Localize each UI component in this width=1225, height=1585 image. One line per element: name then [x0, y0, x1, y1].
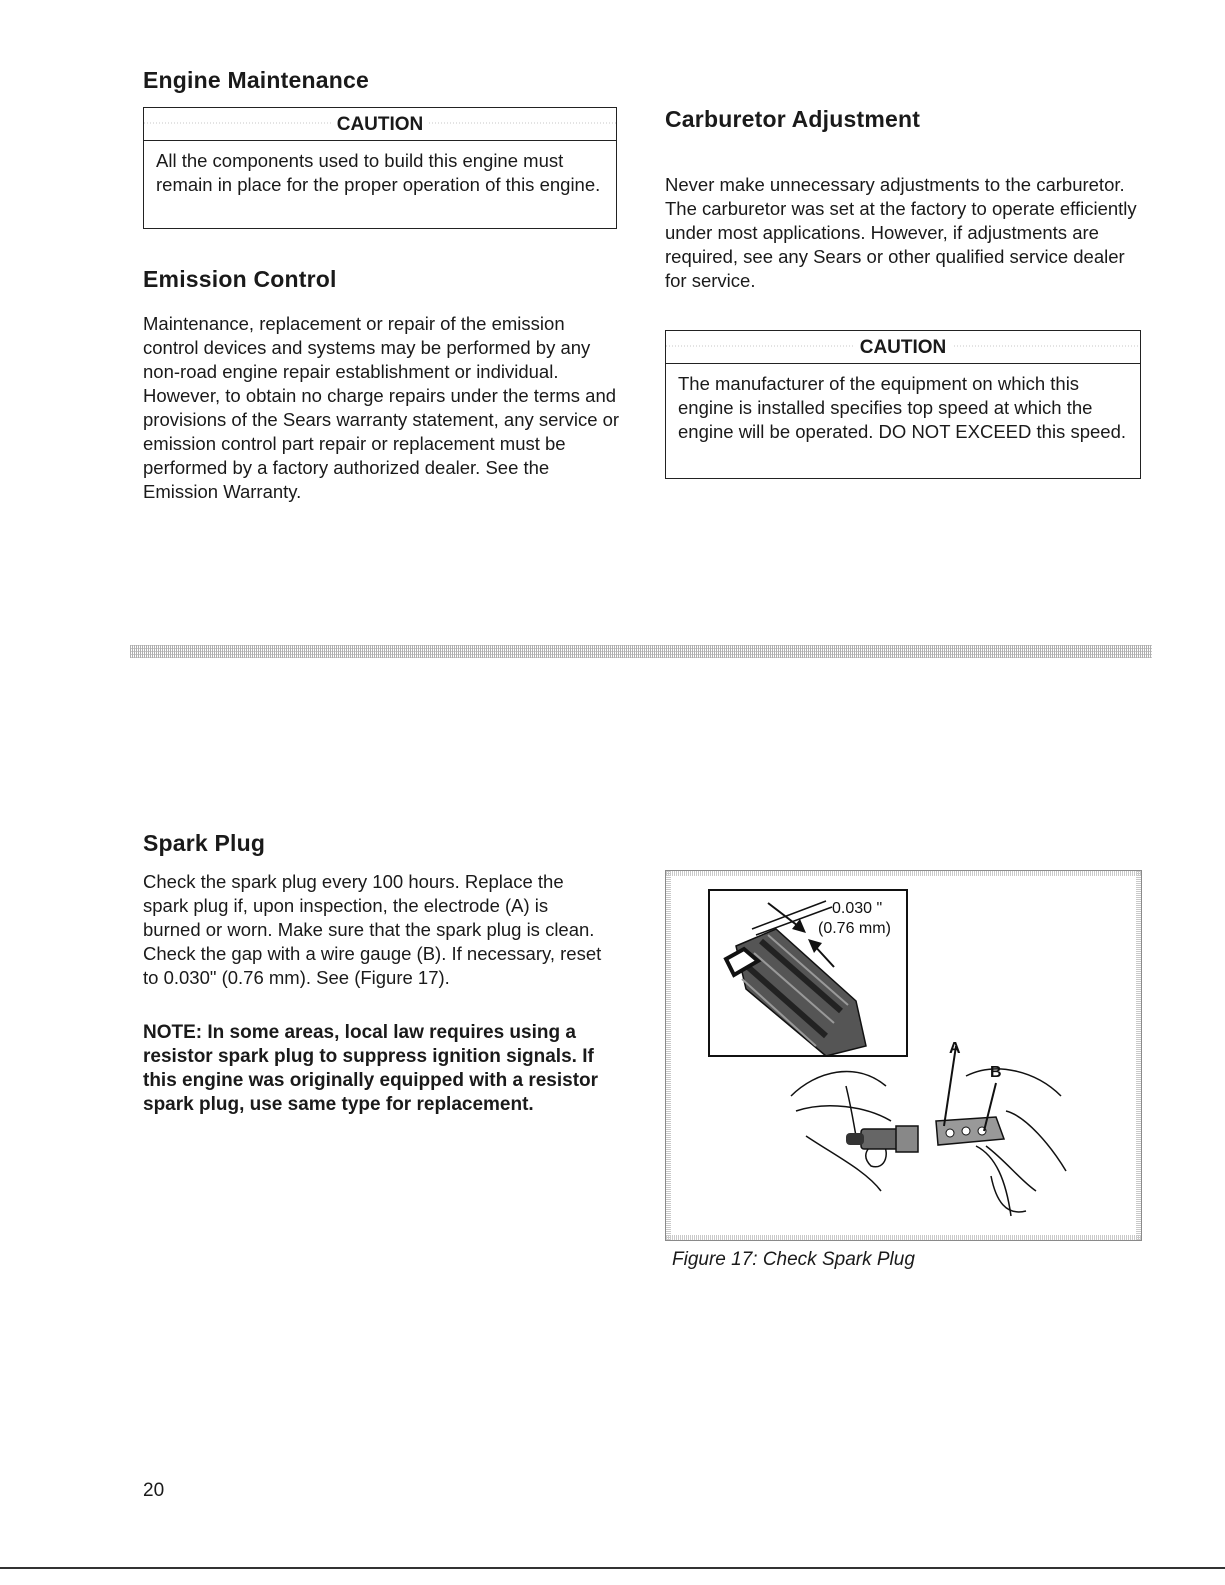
- emission-control-heading: Emission Control: [143, 266, 337, 292]
- caution-title: CAUTION: [144, 108, 616, 141]
- carburetor-text: Never make unnecessary adjustments to the carburetor. The carburetor was set at the factory to operate efficiently under most applications. However, if adjustments are required, see any Sears or other qualified service dealer for service.: [665, 174, 1137, 291]
- engine-caution-box: [143, 107, 617, 229]
- spark-plug-note: [143, 1021, 628, 1117]
- spark-plug-illustration: [666, 871, 1141, 1240]
- carburetor-adjustment-heading: Carburetor Adjustment: [665, 106, 921, 132]
- label-b: B: [990, 1064, 1002, 1081]
- emission-control-text: Maintenance, replacement or repair of the emission control devices and systems may be performed by any non-road engine repair establishment or individual. However, to obtain no charge repairs under the terms and provisions of the Sears warranty statement, any service or emission control part repair or replacement must be performed by a factory authorized dealer. See the Emission Warranty.: [143, 313, 620, 502]
- engine-maintenance-heading: Engine Maintenance: [143, 67, 369, 93]
- spark-plug-heading: Spark Plug: [143, 830, 266, 856]
- label-a: A: [949, 1040, 961, 1057]
- gap-label-inches: 0.030 ": [832, 900, 883, 917]
- page-number: 20: [143, 1480, 165, 1501]
- carburetor-caution-box: [665, 330, 1141, 479]
- footer-rule: [0, 1567, 1225, 1569]
- hands-drawing: [791, 1069, 1066, 1216]
- note-label: NOTE:: [143, 1022, 203, 1043]
- caution-text: All the components used to build this engine must remain in place for the proper operation of this engine.: [156, 150, 601, 195]
- pointer-a: [944, 1046, 956, 1126]
- figure-caption: Figure 17: Check Spark Plug: [672, 1249, 915, 1270]
- caution-title: CAUTION: [666, 331, 1140, 364]
- spark-plug-drawing: [846, 1117, 1004, 1152]
- figure-17-frame: [665, 870, 1142, 1241]
- section-divider: [130, 645, 1152, 658]
- gap-label-mm: (0.76 mm): [818, 920, 891, 937]
- spark-plug-text: Check the spark plug every 100 hours. Replace the spark plug if, upon inspection, the electrode (A) is burned or worn. Make sure that the spark plug is clean. Check the gap with a wire gauge (B). If necessary, reset to 0.030" (0.76 mm). See (Figure 17).: [143, 871, 602, 988]
- caution-text: The manufacturer of the equipment on which this engine is installed specifies top speed at which the engine will be operated. DO NOT EXCEED this speed.: [678, 373, 1126, 442]
- note-text: In some areas, local law requires using a resistor spark plug to suppress ignition signals. If this engine was originally equipped with a resistor spark plug, use same type for replacement.: [143, 1022, 599, 1115]
